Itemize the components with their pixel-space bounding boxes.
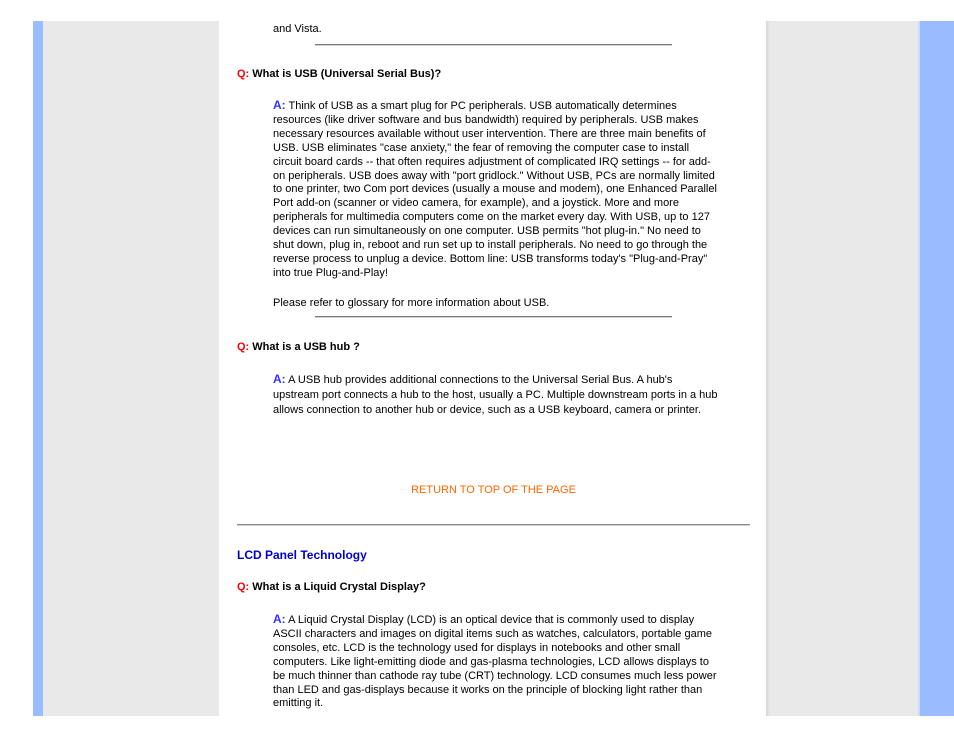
question-marker: Q:	[237, 581, 250, 593]
faq-answer-lcd	[273, 613, 718, 711]
right-blue-border	[918, 21, 954, 716]
faq-answer-usb-hub	[273, 372, 718, 418]
glossary-note: Please refer to glossary for more information about USB.	[273, 297, 550, 309]
question-marker: Q:	[237, 341, 250, 353]
section-divider	[237, 524, 750, 526]
section-title: LCD Panel Technology	[237, 548, 367, 562]
answer-text: A USB hub provides additional connections to the Universal Serial Bus. A hub's upstream port connects a hub to the host, usually a PC. Multiple downstream ports in a hub allows connection to another hub or device, such as a USB keyboard, camera or printer.	[273, 374, 718, 416]
question-text: What is a Liquid Crystal Display?	[252, 581, 426, 593]
faq-question-lcd	[237, 581, 426, 593]
faq-question-usb-hub	[237, 341, 360, 353]
faq-question-usb	[237, 68, 441, 80]
divider	[315, 44, 672, 46]
answer-marker: A:	[273, 372, 286, 386]
right-gray-margin	[766, 21, 918, 716]
divider	[315, 316, 672, 318]
left-gray-margin	[43, 21, 219, 716]
faq-answer-usb	[273, 99, 718, 281]
left-blue-border	[33, 21, 43, 716]
question-text: What is a USB hub ?	[252, 341, 360, 353]
return-to-top-link[interactable]: RETURN TO TOP OF THE PAGE	[411, 484, 576, 496]
question-text: What is USB (Universal Serial Bus)?	[252, 68, 442, 80]
answer-text: Think of USB as a smart plug for PC peripherals. USB automatically determines resources (like driver software and bus bandwidth) required by peripherals. USB makes necessary resources available without user intervention. There are three main benefits of USB. USB eliminates "case anxiety," the fear of removing the computer case to install circuit board cards -- that often requires adjustment of complicated IRQ settings -- for add-on peripherals. USB does away with "port gridlock." Without USB, PCs are normally limited to one printer, two Com port devices (usually a mouse and modem), one Enhanced Parallel Port add-on (scanner or video camera, for example), and a joystick. More and more peripherals for multimedia computers come on the market every day. With USB, up to 127 devices can run simultaneously on one computer. USB permits "hot plug-in." No need to shut down, plug in, reboot and run set up to install peripherals. No need to go through the reverse process to unplug a device. Bottom line: USB transforms today's "Plug-and-Pray" into true Plug-and-Play!	[273, 100, 717, 279]
top-fragment-text: and Vista.	[273, 23, 322, 35]
question-marker: Q:	[237, 68, 250, 80]
answer-text: A Liquid Crystal Display (LCD) is an optical device that is commonly used to display ASCII characters and images on digital items such as watches, calculators, portable game consoles, etc. LCD is the technology used for displays in notebooks and other small computers. Like light-emitting diode and gas-plasma technologies, LCD allows displays to be much thinner than cathode ray tube (CRT) technology. LCD consumes much less power than LED and gas-displays because it works on the principle of blocking light rather than emitting it.	[273, 614, 717, 710]
answer-marker: A:	[273, 98, 286, 112]
answer-marker: A:	[273, 612, 286, 626]
